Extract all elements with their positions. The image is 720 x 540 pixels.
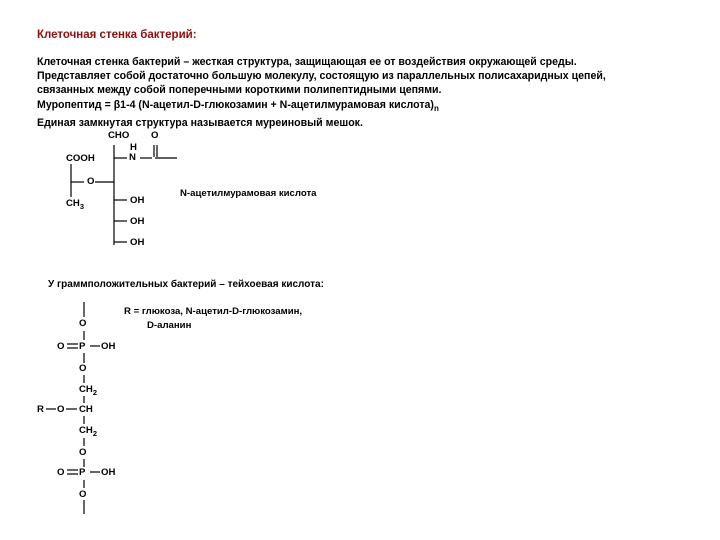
para-line-3: связанных между собой поперечными короткими полипептидными цепями. — [37, 84, 442, 97]
ch2a-subscript: 2 — [92, 387, 98, 397]
atom-cooh: COOH — [66, 153, 95, 164]
atom-p1-oh: OH — [101, 341, 116, 352]
ch3-subscript: 3 — [79, 201, 85, 211]
atom-o-2: O — [79, 363, 87, 374]
atom-r: R — [37, 404, 44, 415]
atom-p2-o: O — [57, 467, 65, 478]
atom-oh-2: OH — [130, 216, 145, 227]
atom-o-carbonyl: O — [151, 130, 159, 141]
formula-subscript: n — [433, 103, 439, 113]
atom-oh-1: OH — [130, 195, 145, 206]
muropeptide-formula: Муропептид = β1-4 (N-ацетил-D-глюкозамин + N-ацетилмурамовая кислота) — [37, 98, 434, 111]
r-definition-line-1: R = глюкоза, N-ацетил-D-глюкозамин, — [124, 306, 303, 317]
atom-ch2-a — [79, 384, 97, 398]
atom-p2-oh: OH — [101, 467, 116, 478]
atom-o-ether: O — [87, 176, 95, 187]
atom-h: H — [130, 142, 137, 153]
structure-caption: N-ацетилмурамовая кислота — [180, 188, 317, 199]
para-line-2: Представляет собой достаточно большую молекулу, состоящую из параллельных полисахаридных цепей, — [37, 70, 606, 83]
teichoic-heading: У граммположительных бактерий – тейхоевая кислота: — [48, 279, 324, 290]
atom-p1-o: O — [57, 341, 65, 352]
atom-ch: CH — [79, 404, 93, 415]
atom-o-4: O — [79, 489, 87, 500]
para-line-1: Клеточная стенка бактерий – жесткая структура, защищающая ее от воздействия окружающей среды. — [37, 56, 577, 68]
r-definition-line-2: D-аланин — [147, 320, 192, 331]
ch3-text: CH — [66, 198, 80, 209]
atom-o-3: O — [79, 447, 87, 458]
para-line-5: Единая замкнутая структура называется муреиновый мешок. — [37, 116, 363, 129]
atom-ch3 — [66, 198, 84, 212]
atom-cho: CHO — [108, 130, 130, 141]
ch2a-text: CH — [79, 384, 93, 395]
atom-r-o: O — [57, 404, 65, 415]
atom-n: N — [129, 152, 136, 163]
slide-title: Клеточная стенка бактерий: — [37, 29, 197, 41]
atom-oh-3: OH — [130, 237, 145, 248]
atom-ch2-b — [79, 425, 97, 439]
atom-p1: P — [79, 341, 86, 352]
atom-p2: P — [79, 467, 86, 478]
ch2b-text: CH — [79, 425, 93, 436]
atom-o-1: O — [79, 318, 87, 329]
ch2b-subscript: 2 — [92, 428, 98, 438]
